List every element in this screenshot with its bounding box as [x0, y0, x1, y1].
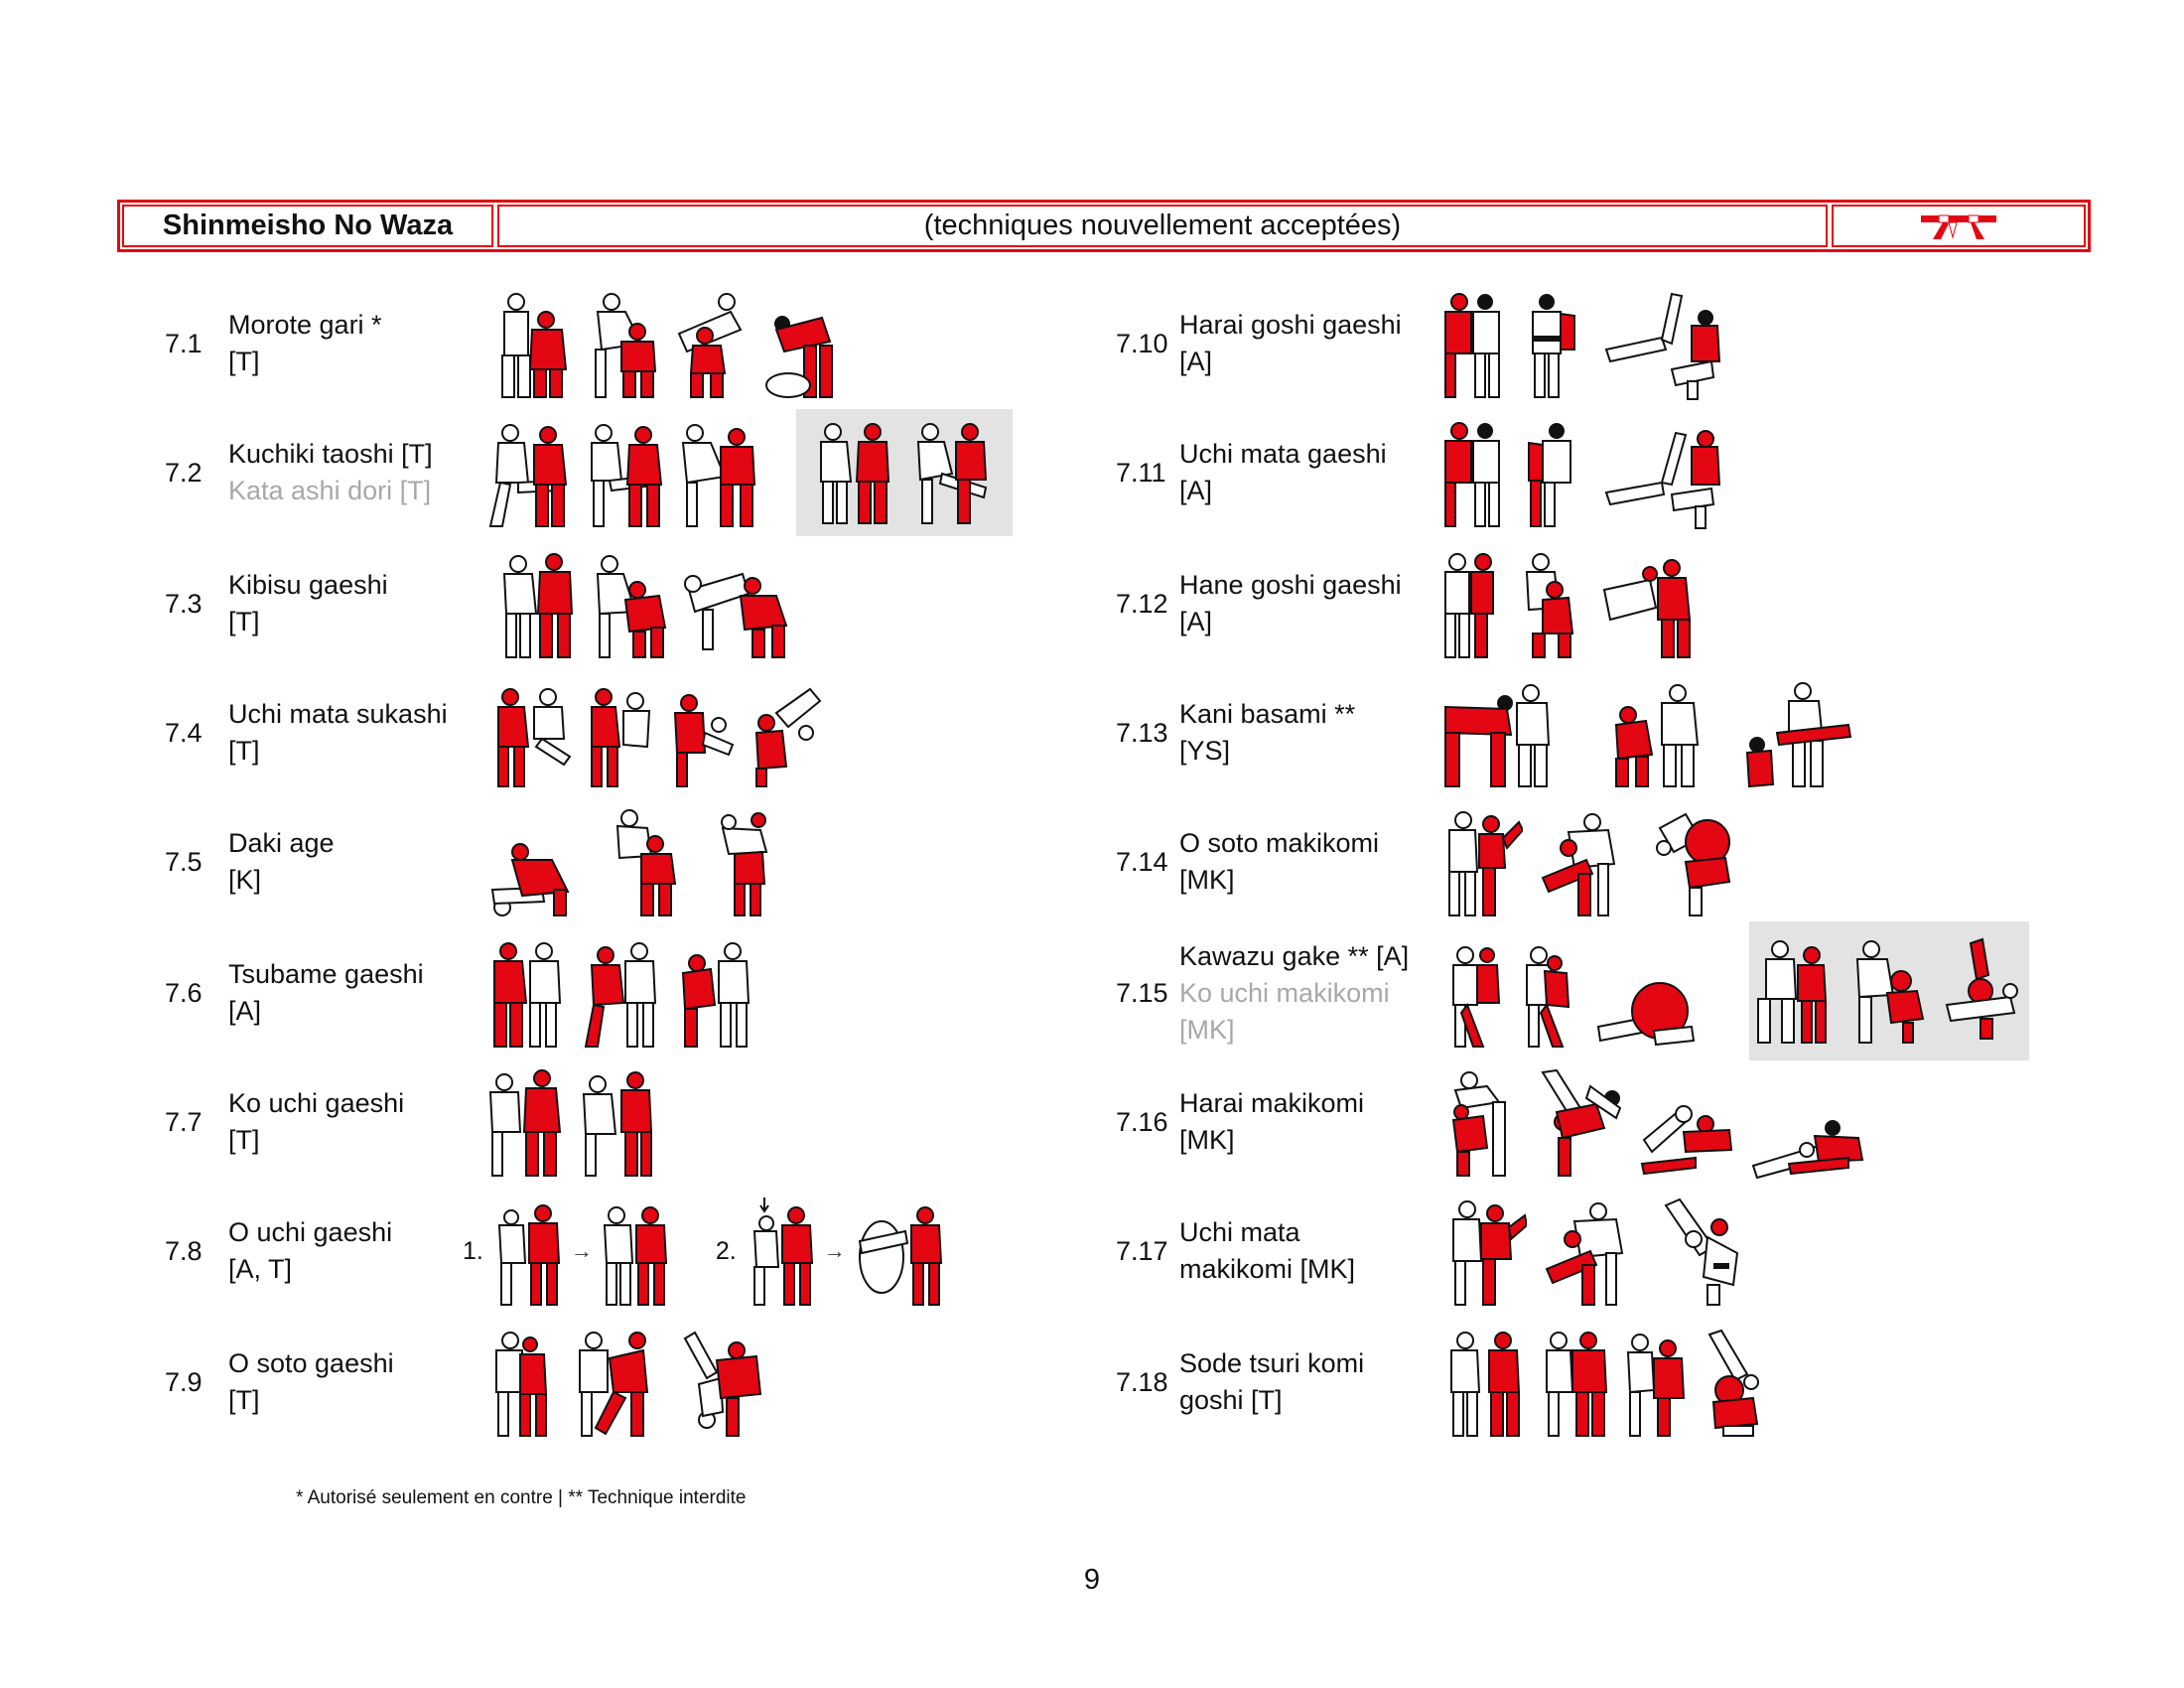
technique-category: [K] — [228, 865, 262, 895]
technique-name — [1179, 673, 1418, 792]
technique-number: 7.11 — [1116, 457, 1166, 488]
judo-figure-illustration — [1447, 1197, 1527, 1309]
technique-number: 7.18 — [1116, 1366, 1168, 1397]
judo-figure-illustration — [599, 1201, 670, 1309]
judo-figure-illustration — [1624, 1329, 1688, 1440]
technique-name-line1: O soto gaeshi — [228, 1348, 394, 1378]
technique-name — [228, 802, 467, 921]
judo-figure-illustration — [1941, 935, 2024, 1047]
technique-name-line1: Tsubame gaeshi — [228, 959, 424, 989]
technique-name-line1: Kuchiki taoshi [T] — [228, 439, 433, 469]
judo-figure-illustration — [606, 808, 685, 919]
judo-figure-illustration — [1602, 419, 1725, 530]
technique-row-7-13 — [1116, 673, 2069, 792]
technique-row-7-18 — [1116, 1323, 2069, 1442]
judo-figure-illustration — [1527, 290, 1578, 401]
technique-row-7-16 — [1116, 1062, 2069, 1182]
technique-name-line1: Hane goshi gaeshi — [1179, 570, 1402, 600]
technique-category: goshi [T] — [1179, 1385, 1283, 1415]
technique-number: 7.16 — [1116, 1106, 1168, 1137]
judo-figure-illustration — [590, 550, 673, 661]
technique-row-7-7 — [165, 1062, 1058, 1182]
judo-figure-illustration — [1521, 943, 1576, 1051]
technique-number: 7.1 — [165, 328, 203, 358]
technique-category: [T] — [228, 347, 260, 376]
judo-figure-illustration — [1445, 1329, 1531, 1440]
judo-figure-illustration — [1519, 550, 1578, 661]
technique-category: [MK] — [1179, 1125, 1235, 1155]
technique-row-7-10 — [1116, 284, 2069, 403]
technique-row-7-11 — [1116, 413, 2069, 532]
judo-figure-illustration — [1543, 1329, 1612, 1440]
technique-name-line1: Kani basami ** — [1179, 699, 1356, 729]
judo-figure-illustration — [1737, 679, 1856, 790]
page-number: 9 — [1083, 1564, 1101, 1596]
judo-figure-illustration — [1543, 1197, 1638, 1309]
section-title: Shinmeisho No Waza — [122, 205, 493, 247]
technique-row-7-1 — [165, 284, 1058, 403]
technique-row-7-2 — [165, 413, 1058, 532]
step-label-1: 1. — [463, 1236, 483, 1265]
technique-number: 7.9 — [165, 1366, 203, 1397]
judo-figure-illustration — [1539, 808, 1634, 919]
judo-figure-illustration — [1594, 971, 1698, 1051]
judo-figure-illustration — [1754, 935, 1838, 1047]
technique-name-line1: Sode tsuri komi — [1179, 1348, 1365, 1378]
judo-figure-illustration — [1537, 1068, 1626, 1180]
technique-number: 7.4 — [165, 717, 203, 748]
illustration-strip — [482, 804, 778, 919]
technique-name-line1: O uchi gaeshi — [228, 1217, 393, 1247]
section-subtitle: (techniques nouvellement acceptées) — [497, 205, 1828, 247]
technique-row-7-6 — [165, 933, 1058, 1053]
illustration-strip — [1445, 1325, 1769, 1440]
technique-number: 7.12 — [1116, 588, 1168, 619]
technique-category: [T] — [228, 1385, 260, 1415]
judo-figure-illustration — [1700, 1329, 1769, 1440]
technique-number: 7.13 — [1116, 717, 1168, 748]
header-table — [117, 200, 2091, 252]
arrow-right-icon: → — [823, 1238, 846, 1263]
illustration-strip — [1435, 675, 1856, 790]
judo-figure-illustration — [675, 939, 754, 1051]
technique-number: 7.17 — [1116, 1235, 1168, 1266]
judo-figure-illustration — [1650, 808, 1739, 919]
technique-name-line1: Uchi mata gaeshi — [1179, 439, 1387, 469]
illustration-strip — [1441, 546, 1696, 661]
technique-row-7-17 — [1116, 1192, 2069, 1311]
alt-technique-illustration-box — [796, 409, 1013, 536]
illustration-strip — [459, 1194, 951, 1309]
judo-figure-illustration — [747, 683, 826, 790]
technique-name-line1: Ko uchi gaeshi — [228, 1088, 405, 1118]
technique-row-7-5 — [165, 802, 1058, 921]
technique-name — [228, 1062, 467, 1182]
technique-number: 7.5 — [165, 846, 203, 877]
technique-category: [A] — [228, 996, 262, 1026]
judo-figure-illustration — [852, 1201, 951, 1309]
judo-figure-illustration — [1606, 679, 1715, 790]
judo-figure-illustration — [1527, 419, 1578, 530]
technique-name — [228, 1192, 467, 1311]
technique-name-line1: Kawazu gake ** [A] — [1179, 940, 1410, 971]
red-white-belt-icon — [1919, 211, 1998, 241]
technique-name — [1179, 1323, 1418, 1442]
judo-figure-illustration — [747, 1197, 818, 1309]
technique-category: [A] — [1179, 347, 1213, 376]
judo-figure-illustration — [1447, 1068, 1523, 1180]
judo-figure-illustration — [760, 290, 840, 401]
technique-name — [1179, 802, 1418, 921]
judo-figure-illustration — [1640, 1090, 1735, 1180]
step-label-2: 2. — [715, 1236, 737, 1265]
judo-figure-illustration — [1441, 419, 1503, 530]
technique-name-line1: Uchi mata sukashi — [228, 699, 448, 729]
illustration-strip — [492, 286, 840, 401]
technique-name-line1: Kibisu gaeshi — [228, 570, 388, 600]
judo-figure-illustration — [1654, 1197, 1749, 1309]
technique-name — [1179, 413, 1418, 532]
illustration-strip — [488, 415, 758, 530]
judo-figure-illustration — [492, 683, 574, 790]
judo-figure-illustration — [496, 550, 580, 661]
technique-category: [T] — [228, 1125, 260, 1155]
judo-figure-illustration — [484, 1068, 566, 1180]
judo-figure-illustration — [574, 1329, 653, 1440]
judo-figure-illustration — [1435, 679, 1584, 790]
technique-category: [A] — [1179, 607, 1213, 636]
judo-figure-illustration — [490, 1329, 550, 1440]
judo-figure-illustration — [582, 290, 661, 401]
technique-row-7-15 — [1116, 933, 2069, 1053]
judo-figure-illustration — [683, 550, 792, 661]
technique-number: 7.14 — [1116, 846, 1168, 877]
judo-figure-illustration — [1447, 943, 1503, 1051]
judo-figure-illustration — [1602, 290, 1725, 401]
technique-category: [T] — [228, 736, 260, 766]
technique-name — [1179, 284, 1418, 403]
judo-figure-illustration — [1441, 290, 1503, 401]
judo-figure-illustration — [1441, 550, 1497, 661]
alt-technique-illustration-box — [1749, 921, 2029, 1060]
illustration-strip — [484, 1064, 657, 1180]
technique-number: 7.2 — [165, 457, 203, 488]
judo-figure-illustration — [912, 418, 996, 527]
technique-number: 7.3 — [165, 588, 203, 619]
judo-figure-illustration — [482, 830, 582, 919]
technique-number: 7.15 — [1116, 977, 1168, 1008]
technique-category: [A, T] — [228, 1254, 293, 1284]
judo-figure-illustration — [1443, 808, 1523, 919]
technique-name-line1: Uchi mata — [1179, 1217, 1300, 1247]
judo-figure-illustration — [1600, 550, 1696, 661]
technique-name — [1179, 933, 1437, 1053]
technique-alt-name: Kata ashi dori [T] — [228, 476, 432, 505]
technique-alt-name: Ko uchi makikomi — [1179, 977, 1390, 1008]
illustration-strip — [488, 935, 754, 1051]
illustration-strip — [496, 546, 792, 661]
judo-figure-illustration — [709, 808, 778, 919]
technique-name-line1: Daki age — [228, 828, 335, 858]
technique-name — [228, 544, 467, 663]
technique-category: [A] — [1179, 476, 1213, 505]
technique-row-7-14 — [1116, 802, 2069, 921]
technique-name — [1179, 544, 1418, 663]
technique-name — [1179, 1062, 1418, 1182]
judo-figure-illustration — [1847, 935, 1931, 1047]
judo-figure-illustration — [671, 290, 751, 401]
judo-figure-illustration — [582, 419, 665, 530]
illustration-strip — [1441, 286, 1725, 401]
technique-row-7-12 — [1116, 544, 2069, 663]
illustration-strip — [492, 675, 826, 790]
technique-number: 7.10 — [1116, 328, 1168, 358]
judo-figure-illustration — [576, 1068, 657, 1180]
technique-name — [228, 1323, 467, 1442]
technique-number: 7.6 — [165, 977, 203, 1008]
technique-name-line1: Harai makikomi — [1179, 1088, 1365, 1118]
judo-figure-illustration — [675, 419, 758, 530]
technique-number: 7.8 — [165, 1235, 203, 1266]
technique-category: makikomi [MK] — [1179, 1254, 1356, 1284]
illustration-strip — [1447, 1064, 1868, 1180]
technique-name-line1: O soto makikomi — [1179, 828, 1380, 858]
technique-alt-category: [MK] — [1179, 1014, 1235, 1045]
technique-category: [YS] — [1179, 736, 1231, 766]
technique-name — [228, 284, 467, 403]
technique-category: [MK] — [1179, 865, 1235, 895]
belt-icon-cell — [1832, 205, 2086, 247]
judo-figure-illustration — [677, 1329, 766, 1440]
illustration-strip — [490, 1325, 766, 1440]
judo-figure-illustration — [665, 683, 737, 790]
illustration-strip — [1441, 415, 1725, 530]
judo-figure-illustration — [1749, 1110, 1868, 1180]
judo-figure-illustration — [488, 419, 572, 530]
judo-figure-illustration — [488, 939, 568, 1051]
judo-figure-illustration — [582, 939, 661, 1051]
technique-row-7-8 — [165, 1192, 1058, 1311]
illustration-strip — [1447, 1194, 1749, 1309]
judo-figure-illustration — [584, 683, 655, 790]
technique-category: [T] — [228, 607, 260, 636]
arrow-right-icon: → — [570, 1238, 593, 1263]
technique-row-7-9 — [165, 1323, 1058, 1442]
technique-row-7-4 — [165, 673, 1058, 792]
technique-name-line1: Morote gari * — [228, 310, 382, 340]
technique-name — [228, 413, 467, 532]
technique-name-line1: Harai goshi gaeshi — [1179, 310, 1402, 340]
judo-figure-illustration — [492, 290, 572, 401]
technique-name — [228, 933, 467, 1053]
illustration-strip — [1447, 935, 1698, 1051]
illustration-strip — [1443, 804, 1739, 919]
judo-figure-illustration — [813, 418, 896, 527]
judo-figure-illustration — [493, 1201, 565, 1309]
technique-name — [1179, 1192, 1418, 1311]
technique-name — [228, 673, 467, 792]
footnote: * Autorisé seulement en contre | ** Technique interdite — [296, 1487, 747, 1508]
technique-row-7-3 — [165, 544, 1058, 663]
technique-number: 7.7 — [165, 1106, 203, 1137]
